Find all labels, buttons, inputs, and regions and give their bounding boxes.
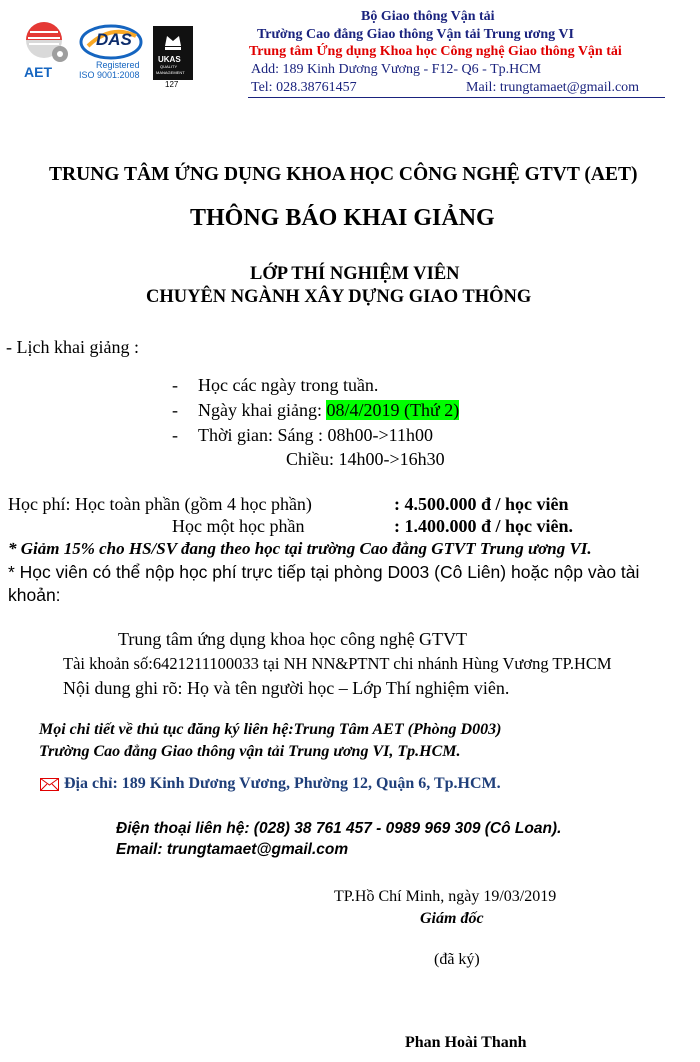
header-ministry: Bộ Giao thông Vận tải — [361, 9, 495, 24]
schedule-heading: - Lịch khai giảng : — [6, 337, 139, 357]
fee-full-value: : 4.500.000 đ / học viên — [394, 494, 569, 514]
schedule-item-time-afternoon: Chiều: 14h00->16h30 — [286, 449, 445, 469]
das-iso: ISO 9001:2008 — [79, 70, 140, 80]
das-registered: Registered — [96, 60, 140, 70]
contact-line1: Mọi chi tiết về thủ tục đăng ký liên hệ:Trung Tâm AET (Phòng D003) — [39, 721, 502, 738]
bank-name: Trung tâm ứng dụng khoa học công nghệ GTVT — [118, 629, 468, 649]
das-logo — [76, 22, 146, 84]
fee-part-value: : 1.400.000 đ / học viên. — [394, 516, 574, 536]
org-title: TRUNG TÂM ỨNG DỤNG KHOA HỌC CÔNG NGHỆ GTVT (AET) — [49, 164, 638, 185]
signature-name: Phan Hoài Thanh — [405, 1034, 527, 1051]
schedule-dash-1: - — [172, 375, 178, 395]
bank-account: Tài khoản số:6421211100033 tại NH NN&PTNT chi nhánh Hùng Vương TP.HCM — [63, 654, 612, 673]
aet-logo — [22, 18, 70, 82]
notice-title: THÔNG BÁO KHAI GIẢNG — [190, 205, 495, 231]
das-logo-text: DAS — [96, 30, 132, 49]
schedule-dash-3: - — [172, 425, 178, 445]
contact-email: Email: trungtamaet@gmail.com — [116, 841, 349, 858]
fee-part-label: Học một học phần — [172, 516, 305, 536]
schedule-dash-2: - — [172, 400, 178, 420]
header-college: Trường Cao đẳng Giao thông Vận tải Trung ương VI — [257, 27, 574, 42]
ukas-text: UKAS — [158, 55, 181, 64]
contact-address: Địa chỉ: 189 Kinh Dương Vương, Phường 12, Quận 6, Tp.HCM. — [64, 775, 501, 792]
header-tel: Tel: 028.38761457 — [251, 80, 357, 95]
start-date-value: 08/4/2019 (Thứ 2) — [326, 400, 460, 420]
header-underline — [248, 97, 665, 98]
ukas-sub2: MANAGEMENT — [156, 70, 185, 75]
schedule-item-start-date — [198, 400, 459, 421]
ukas-sub1: QUALITY — [160, 64, 178, 69]
fee-full-label: Học phí: Học toàn phần (gồm 4 học phần) — [8, 494, 312, 514]
fee-discount: * Giảm 15% cho HS/SV đang theo học tại trường Cao đẳng GTVT Trung ương VI. — [8, 539, 592, 558]
ukas-logo — [153, 26, 193, 88]
header-center: Trung tâm Ứng dụng Khoa học Công nghệ Giao thông Vận tải — [249, 44, 622, 59]
schedule-item-weekdays: Học các ngày trong tuần. — [198, 375, 379, 395]
contact-phone: Điện thoại liên hệ: (028) 38 761 457 - 0989 969 309 (Cô Loan). — [116, 820, 562, 837]
aet-logo-text: AET — [24, 64, 52, 80]
fee-payment-line1: * Học viên có thể nộp học phí trực tiếp tại phòng D003 (Cô Liên) hoặc nộp vào tài — [8, 562, 640, 582]
start-date-label: Ngày khai giảng: — [198, 400, 327, 420]
signature-signed: (đã ký) — [434, 951, 480, 968]
signature-role: Giám đốc — [420, 910, 484, 927]
ukas-number: 127 — [165, 80, 179, 89]
class-title-1: LỚP THÍ NGHIỆM VIÊN — [250, 264, 460, 284]
header-mail: Mail: trungtamaet@gmail.com — [466, 80, 640, 95]
envelope-icon — [40, 778, 59, 791]
schedule-item-time-morning: Thời gian: Sáng : 08h00->11h00 — [198, 425, 433, 445]
fee-payment-line2: khoản: — [8, 585, 61, 605]
bank-content: Nội dung ghi rõ: Họ và tên người học – Lớp Thí nghiệm viên. — [63, 678, 510, 698]
signature-place-date: TP.Hồ Chí Minh, ngày 19/03/2019 — [334, 888, 557, 905]
contact-line2: Trường Cao đẳng Giao thông vận tải Trung ương VI, Tp.HCM. — [39, 743, 461, 760]
class-title-2: CHUYÊN NGÀNH XÂY DỰNG GIAO THÔNG — [146, 287, 532, 307]
header-address: Add: 189 Kinh Dương Vương - F12- Q6 - Tp.HCM — [251, 62, 542, 77]
